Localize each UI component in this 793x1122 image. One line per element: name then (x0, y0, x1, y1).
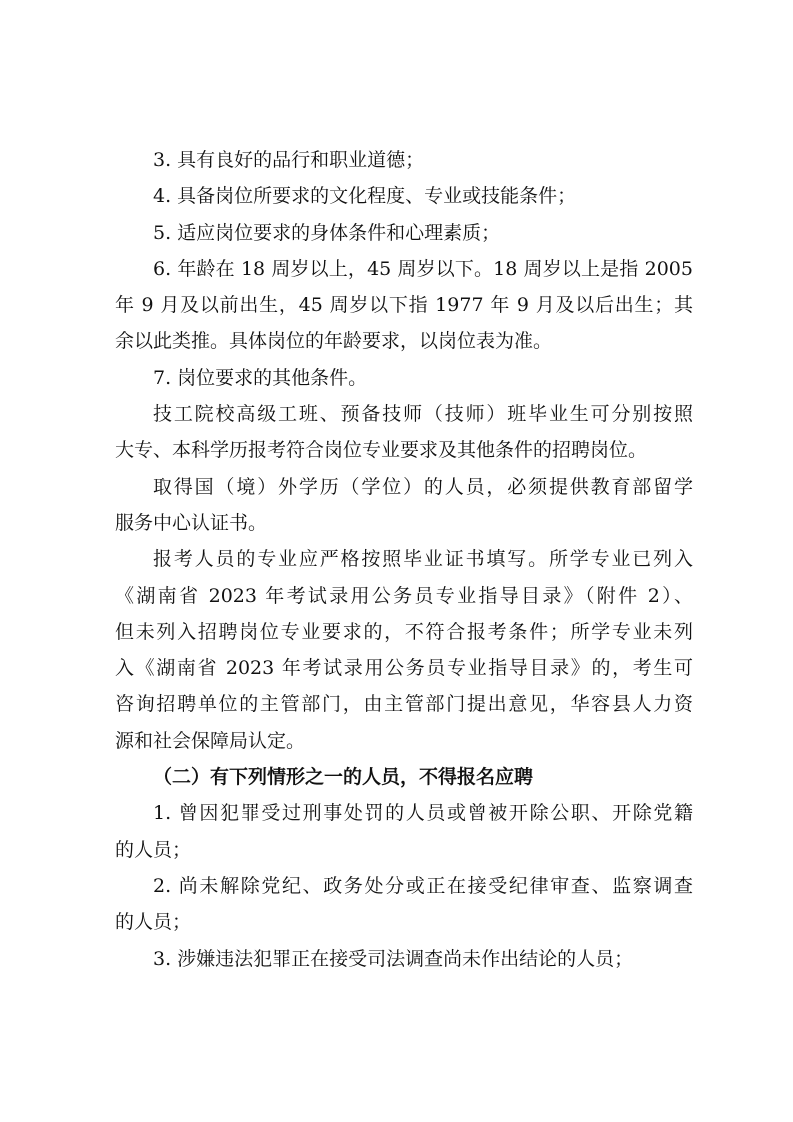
exclusion-3: 3. 涉嫌违法犯罪正在接受司法调查尚未作出结论的人员； (153, 947, 634, 970)
condition-4: 4. 具备岗位所要求的文化程度、专业或技能条件； (153, 185, 577, 208)
condition-5: 5. 适应岗位要求的身体条件和心理素质； (153, 221, 501, 244)
condition-6-line-2: 年 9 月及以前出生，45 周岁以下指 1977 年 9 月及以后出生；其 (115, 294, 693, 317)
section-heading-2: （二）有下列情形之一的人员，不得报名应聘 (153, 766, 534, 789)
overseas-paragraph-line-2: 服务中心认证书。 (115, 511, 268, 534)
overseas-paragraph-line-1: 取得国（境）外学历（学位）的人员，必须提供教育部留学 (153, 475, 693, 498)
condition-6-line-1: 6. 年龄在 18 周岁以上，45 周岁以下。18 周岁以上是指 2005 (153, 257, 693, 280)
major-paragraph-line-1: 报考人员的专业应严格按照毕业证书填写。所学专业已列入 (153, 548, 693, 571)
exclusion-2-line-1: 2. 尚未解除党纪、政务处分或正在接受纪律审查、监察调查 (153, 874, 693, 897)
document-body (115, 142, 693, 977)
exclusion-1-line-1: 1. 曾因犯罪受过刑事处罚的人员或曾被开除公职、开除党籍 (153, 802, 693, 825)
technician-paragraph-line-2: 大专、本科学历报考符合岗位专业要求及其他条件的招聘岗位。 (115, 439, 648, 462)
major-paragraph-line-6: 源和社会保障局认定。 (115, 729, 306, 752)
exclusion-2-line-2: 的人员； (115, 911, 192, 934)
condition-3: 3. 具有良好的品行和职业道德； (153, 149, 425, 171)
exclusion-1-line-2: 的人员； (115, 838, 192, 861)
technician-paragraph-line-1: 技工院校高级工班、预备技师（技师）班毕业生可分别按照 (153, 403, 693, 426)
condition-6-line-3: 余以此类推。具体岗位的年龄要求，以岗位表为准。 (115, 330, 553, 353)
major-paragraph-line-3: 但未列入招聘岗位专业要求的，不符合报考条件；所学专业未列 (115, 620, 693, 643)
condition-7: 7. 岗位要求的其他条件。 (153, 366, 368, 389)
major-paragraph-line-4: 入《湖南省 2023 年考试录用公务员专业指导目录》的，考生可 (115, 657, 693, 680)
major-paragraph-line-5: 咨询招聘单位的主管部门，由主管部门提出意见，华容县人力资 (115, 693, 693, 716)
major-paragraph-line-2: 《湖南省 2023 年考试录用公务员专业指导目录》（附件 2）、 (115, 584, 693, 607)
